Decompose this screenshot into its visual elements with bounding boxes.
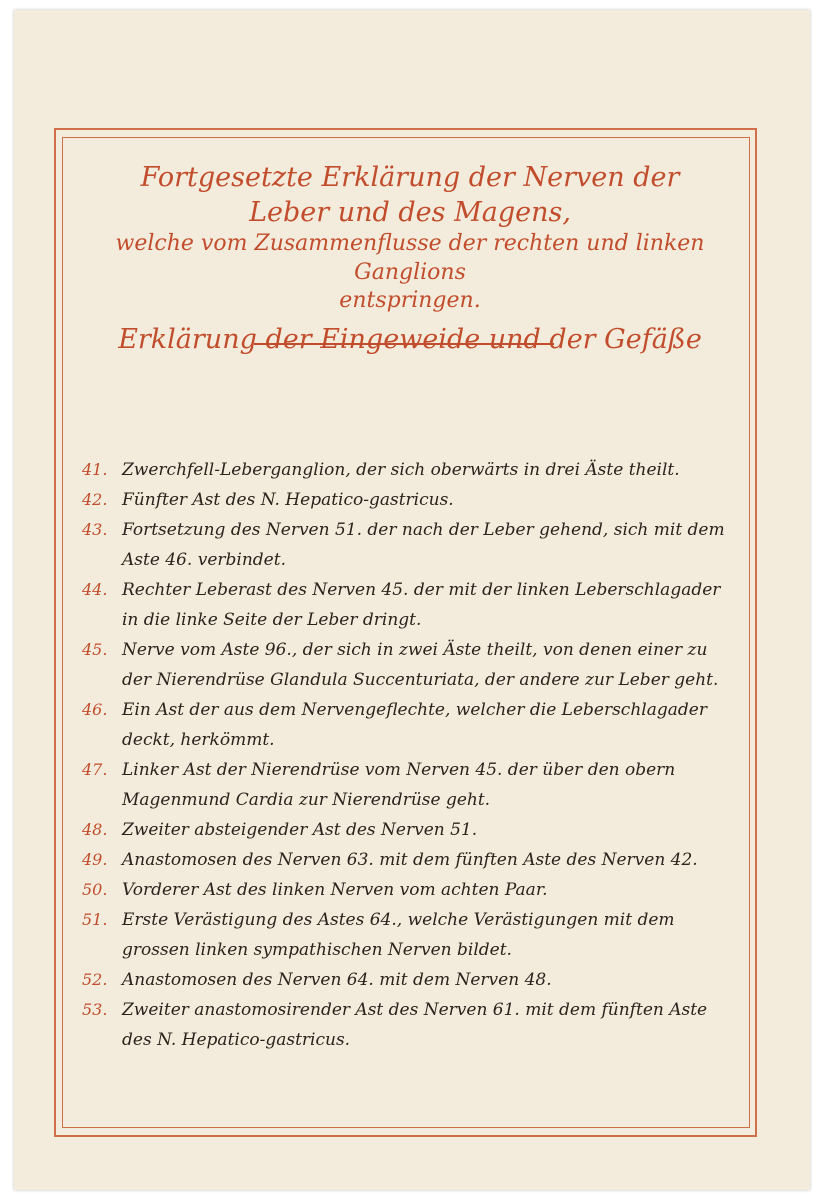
list-item (82, 635, 732, 695)
list-item (82, 455, 732, 485)
entry-number: 52. (82, 970, 108, 989)
title-underline (254, 343, 554, 345)
title-line-2: welche vom Zusammenflusse der rechten und linken Ganglions (115, 231, 705, 285)
entry-text: Anastomosen des Nerven 63. mit dem fünften Aste des Nerven 42. (122, 850, 698, 870)
title-line-1: Fortgesetzte Erklärung der Nerven der Leber und des Magens, (140, 162, 680, 229)
entry-text: Erste Verästigung des Astes 64., welche Verästigungen mit dem grossen linken sympathischen Nerven bildet. (122, 910, 675, 960)
entry-number: 42. (82, 490, 108, 509)
entry-text: Rechter Leberast des Nerven 45. der mit der linken Leberschlagader in die linke Seite der Leber dringt. (122, 580, 721, 630)
list-item (82, 485, 732, 515)
entry-text: Anastomosen des Nerven 64. mit dem Nerven 48. (122, 970, 552, 990)
entry-text: Zweiter anastomosirender Ast des Nerven 61. mit dem fünften Aste des N. Hepatico-gastricus. (122, 1000, 708, 1050)
title-line-3: entspringen. (339, 288, 481, 314)
list-item (82, 875, 732, 905)
page-title (100, 160, 720, 357)
entry-number: 47. (82, 760, 108, 779)
entry-text: Linker Ast der Nierendrüse vom Nerven 45. der über den obern Magenmund Cardia zur Nierendrüse geht. (122, 760, 676, 810)
title-line-4: Erklärung der Eingeweide und der Gefäße (118, 323, 702, 355)
list-item (82, 515, 732, 575)
entry-text: Zweiter absteigender Ast des Nerven 51. (122, 820, 478, 840)
list-item (82, 755, 732, 815)
entry-number: 49. (82, 850, 108, 869)
entry-number: 48. (82, 820, 108, 839)
entry-number: 51. (82, 910, 108, 929)
list-item (82, 965, 732, 995)
list-item (82, 845, 732, 875)
entry-text: Vorderer Ast des linken Nerven vom achten Paar. (122, 880, 548, 900)
entry-number: 45. (82, 640, 108, 659)
entry-list (82, 455, 732, 1055)
list-item (82, 995, 732, 1055)
entry-number: 44. (82, 580, 108, 599)
entry-number: 43. (82, 520, 108, 539)
entry-number: 46. (82, 700, 108, 719)
list-item (82, 695, 732, 755)
list-item (82, 815, 732, 845)
entry-text: Ein Ast der aus dem Nervengeflechte, welcher die Leberschlagader deckt, herkömmt. (122, 700, 707, 750)
entry-text: Fünfter Ast des N. Hepatico-gastricus. (122, 490, 454, 510)
entry-text: Zwerchfell-Leberganglion, der sich oberwärts in drei Äste theilt. (122, 460, 680, 480)
list-item (82, 905, 732, 965)
entry-text: Nerve vom Aste 96., der sich in zwei Äste theilt, von denen einer zu der Nierendrüse Glandula Succenturiata, der andere zur Leber geht. (122, 640, 719, 690)
list-item (82, 575, 732, 635)
entry-text: Fortsetzung des Nerven 51. der nach der Leber gehend, sich mit dem Aste 46. verbindet. (122, 520, 725, 570)
entry-number: 41. (82, 460, 108, 479)
entry-number: 53. (82, 1000, 108, 1019)
entry-number: 50. (82, 880, 108, 899)
